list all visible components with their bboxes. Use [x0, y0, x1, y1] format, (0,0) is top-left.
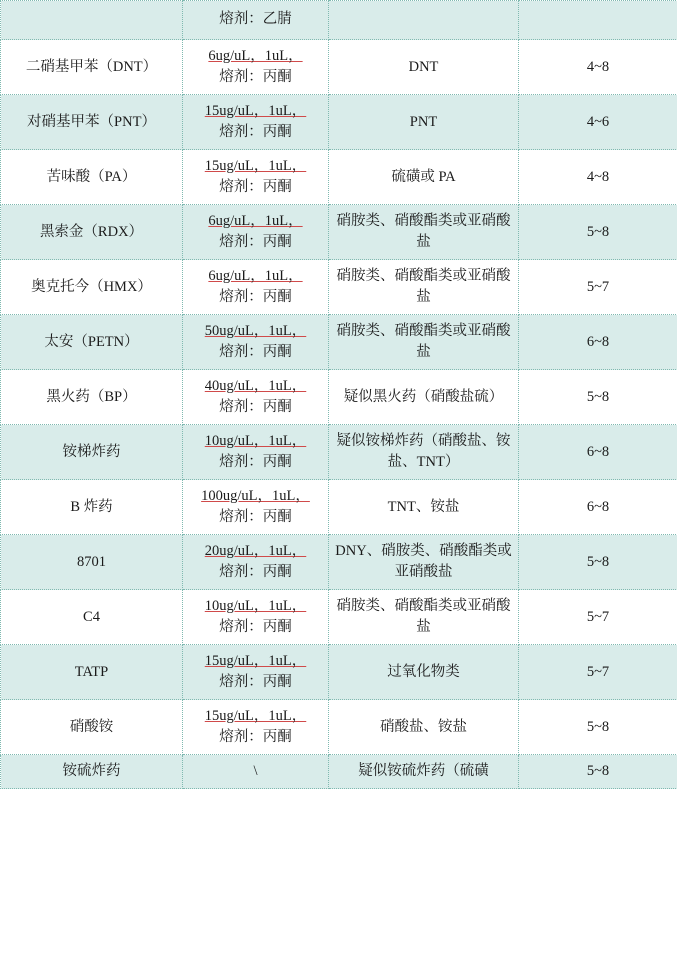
concentration-line-1: 10ug/uL，1uL， [204, 598, 307, 615]
concentration-line-1: 6ug/uL，1uL， [208, 213, 303, 230]
cell-time: 5~8 [519, 370, 677, 425]
cell-time: 5~8 [519, 755, 677, 789]
concentration-line-2: 熔剂：丙酮 [219, 124, 292, 141]
concentration-line-2: 熔剂：丙酮 [219, 619, 292, 636]
cell-time: 5~7 [519, 590, 677, 645]
cell-concentration [183, 1, 329, 40]
cell-name: TATP [1, 645, 183, 700]
cell-concentration [183, 370, 329, 425]
cell-feature: PNT [329, 95, 519, 150]
table-row [1, 425, 677, 480]
cell-feature: 疑似铵梯炸药（硝酸盐、铵盐、TNT） [329, 425, 519, 480]
cell-time: 5~7 [519, 645, 677, 700]
cell-name: 对硝基甲苯（PNT） [1, 95, 183, 150]
concentration-line-2: 熔剂：丙酮 [219, 564, 292, 581]
cell-name: 黑索金（RDX） [1, 205, 183, 260]
concentration-line-1: \ [253, 763, 258, 780]
cell-name: 硝酸铵 [1, 700, 183, 755]
cell-concentration [183, 95, 329, 150]
table-row [1, 370, 677, 425]
concentration-line-2: 熔剂：丙酮 [219, 454, 292, 471]
cell-time: 5~7 [519, 260, 677, 315]
cell-feature: 硝胺类、硝酸酯类或亚硝酸盐 [329, 315, 519, 370]
cell-concentration [183, 700, 329, 755]
concentration-line-2: 熔剂：丙酮 [219, 234, 292, 251]
cell-concentration [183, 755, 329, 789]
cell-time: 5~8 [519, 700, 677, 755]
concentration-line-1: 10ug/uL，1uL， [204, 433, 307, 450]
cell-feature: 疑似黑火药（硝酸盐硫） [329, 370, 519, 425]
cell-feature: DNY、硝胺类、硝酸酯类或亚硝酸盐 [329, 535, 519, 590]
concentration-line-2: 熔剂：丙酮 [219, 69, 292, 86]
cell-time: 5~8 [519, 205, 677, 260]
cell-time: 4~6 [519, 95, 677, 150]
cell-concentration [183, 425, 329, 480]
table-row [1, 315, 677, 370]
cell-name: 8701 [1, 535, 183, 590]
cell-time: 4~8 [519, 150, 677, 205]
table-row [1, 40, 677, 95]
concentration-line-1: 100ug/uL，1uL， [201, 488, 310, 505]
table-row [1, 755, 677, 789]
cell-feature: 硝胺类、硝酸酯类或亚硝酸盐 [329, 205, 519, 260]
cell-feature: 过氧化物类 [329, 645, 519, 700]
cell-time: 6~8 [519, 425, 677, 480]
table-body [1, 1, 677, 789]
table-row [1, 1, 677, 40]
cell-feature: 疑似铵硫炸药（硫磺 [329, 755, 519, 789]
table-row [1, 645, 677, 700]
concentration-line-2: 熔剂：丙酮 [219, 179, 292, 196]
cell-concentration [183, 480, 329, 535]
cell-feature: 硝胺类、硝酸酯类或亚硝酸盐 [329, 260, 519, 315]
cell-concentration [183, 315, 329, 370]
concentration-line-2: 熔剂：丙酮 [219, 399, 292, 416]
table-row [1, 590, 677, 645]
concentration-line-2: 熔剂：乙腈 [219, 11, 292, 28]
cell-name: 黑火药（BP） [1, 370, 183, 425]
concentration-line-1: 15ug/uL，1uL， [204, 158, 307, 175]
cell-name: 奥克托今（HMX） [1, 260, 183, 315]
concentration-line-2: 熔剂：丙酮 [219, 674, 292, 691]
cell-concentration [183, 150, 329, 205]
table-row [1, 535, 677, 590]
cell-concentration [183, 645, 329, 700]
concentration-line-2: 熔剂：丙酮 [219, 509, 292, 526]
cell-name: 二硝基甲苯（DNT） [1, 40, 183, 95]
table-row [1, 480, 677, 535]
cell-feature: DNT [329, 40, 519, 95]
cell-concentration [183, 40, 329, 95]
table-row [1, 700, 677, 755]
cell-feature: TNT、铵盐 [329, 480, 519, 535]
concentration-line-1: 50ug/uL，1uL， [204, 323, 307, 340]
concentration-line-1: 15ug/uL，1uL， [204, 653, 307, 670]
cell-time: 6~8 [519, 315, 677, 370]
table-row [1, 205, 677, 260]
cell-feature: 硝酸盐、铵盐 [329, 700, 519, 755]
table-row [1, 260, 677, 315]
table-row [1, 95, 677, 150]
cell-time [519, 1, 677, 40]
cell-name: 铵梯炸药 [1, 425, 183, 480]
cell-concentration [183, 590, 329, 645]
cell-feature: 硫磺或 PA [329, 150, 519, 205]
cell-concentration [183, 205, 329, 260]
cell-feature [329, 1, 519, 40]
concentration-line-1: 15ug/uL，1uL， [204, 708, 307, 725]
table-row [1, 150, 677, 205]
concentration-line-1: 20ug/uL，1uL， [204, 543, 307, 560]
concentration-line-1: 6ug/uL，1uL， [208, 48, 303, 64]
cell-concentration [183, 260, 329, 315]
concentration-line-1: 40ug/uL，1uL， [204, 378, 307, 395]
concentration-line-2: 熔剂：丙酮 [219, 344, 292, 361]
cell-name: B 炸药 [1, 480, 183, 535]
cell-name: 苦味酸（PA） [1, 150, 183, 205]
cell-concentration [183, 535, 329, 590]
cell-time: 5~8 [519, 535, 677, 590]
cell-name: 铵硫炸药 [1, 755, 183, 789]
cell-feature: 硝胺类、硝酸酯类或亚硝酸盐 [329, 590, 519, 645]
cell-time: 4~8 [519, 40, 677, 95]
cell-name: 太安（PETN） [1, 315, 183, 370]
concentration-line-1: 15ug/uL，1uL， [204, 103, 307, 120]
cell-time: 6~8 [519, 480, 677, 535]
concentration-line-2: 熔剂：丙酮 [219, 729, 292, 746]
cell-name: C4 [1, 590, 183, 645]
cell-name [1, 1, 183, 40]
concentration-line-1: 6ug/uL，1uL， [208, 268, 303, 285]
concentration-line-2: 熔剂：丙酮 [219, 289, 292, 306]
